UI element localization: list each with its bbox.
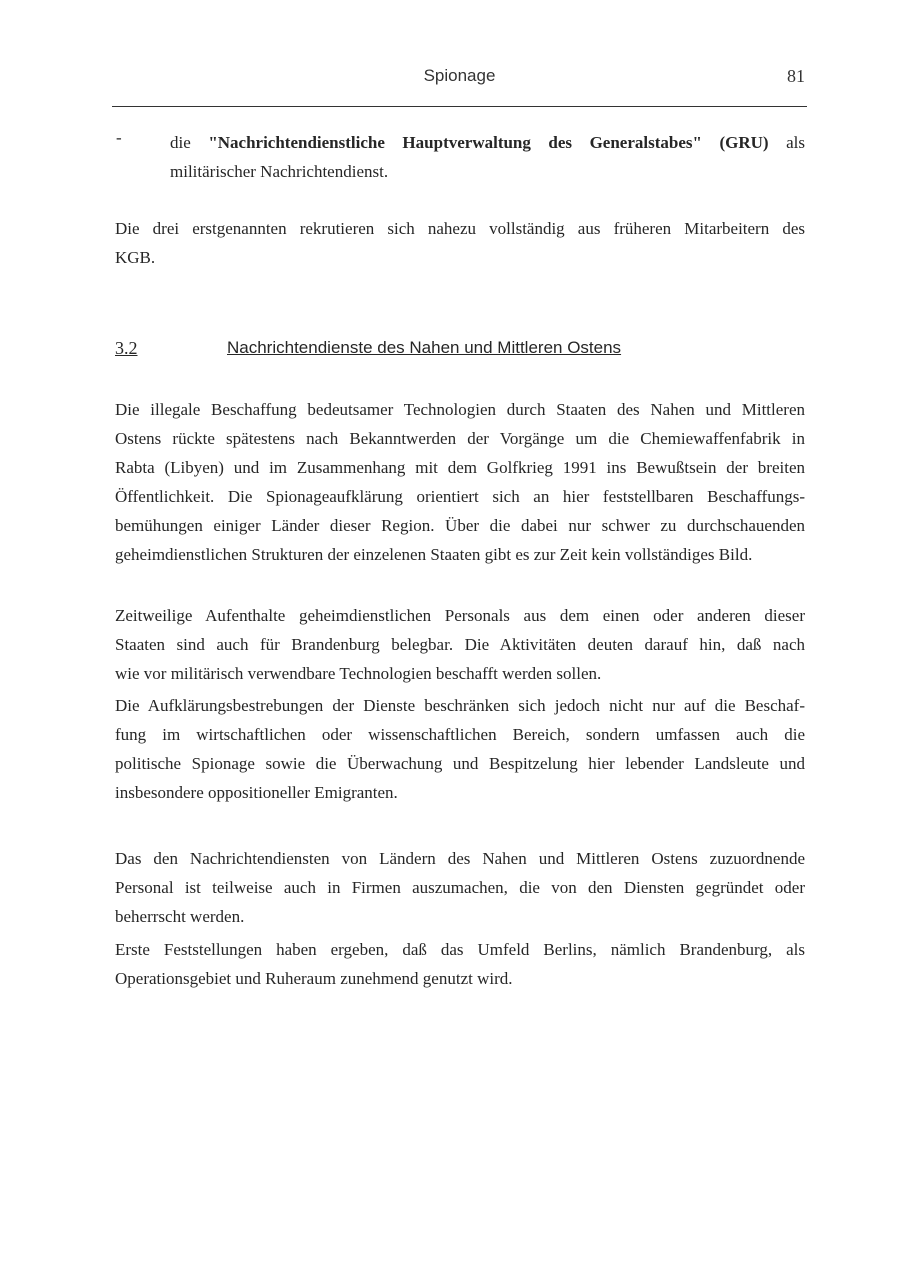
paragraph-line: Personal ist teilweise auch in Firmen auszumachen, die von den Diensten gegründet oder [115, 878, 805, 897]
paragraph-line: Die Aufklärungsbestrebungen der Dienste beschränken sich jedoch nicht nur auf die Beschaf- [115, 696, 805, 715]
gru-name: "Nachrichtendienstliche Hauptverwaltung des Generalstabes" (GRU) [208, 133, 769, 152]
paragraph-1 [115, 214, 805, 272]
paragraph-line: Rabta (Libyen) und im Zusammenhang mit dem Golfkrieg 1991 ins Bewußtsein der breiten [115, 458, 805, 477]
paragraph-line: bemühungen einiger Länder dieser Region. Über die dabei nur schwer zu durchschauenden [115, 516, 805, 535]
paragraph-line: Öffentlichkeit. Die Spionageaufklärung orientiert sich an hier feststellbaren Beschaffungs- [115, 487, 805, 506]
running-title: Spionage [423, 66, 496, 85]
paragraph-line: fung im wirtschaftlichen oder wissenschaftlichen Bereich, sondern umfassen auch die [115, 725, 805, 744]
list-item-suffix: als [768, 133, 805, 152]
paragraph-line: KGB. [115, 248, 156, 267]
paragraph-3 [115, 601, 805, 688]
section-heading: Nachrichtendienste des Nahen und Mittleren Ostens [227, 338, 622, 357]
paragraph-line: insbesondere oppositioneller Emigranten. [115, 783, 398, 802]
paragraph-6 [115, 935, 805, 993]
paragraph-line: Ostens rückte spätestens nach Bekanntwerden der Vorgänge um die Chemiewaffenfabrik in [115, 429, 805, 448]
paragraph-line: Die illegale Beschaffung bedeutsamer Technologien durch Staaten des Nahen und Mittleren [115, 400, 805, 419]
paragraph-line: Erste Feststellungen haben ergeben, daß das Umfeld Berlins, nämlich Brandenburg, als [115, 940, 805, 959]
paragraph-line: Das den Nachrichtendiensten von Ländern des Nahen und Mittleren Ostens zuzuordnende [115, 849, 805, 868]
paragraph-2 [115, 395, 805, 569]
list-item-gru [170, 128, 805, 186]
list-item-line-2: militärischer Nachrichtendienst. [170, 162, 389, 181]
paragraph-line: wie vor militärisch verwendbare Technologien beschafft werden sollen. [115, 664, 602, 683]
paragraph-line: Staaten sind auch für Brandenburg belegbar. Die Aktivitäten deuten darauf hin, daß nach [115, 635, 805, 654]
section-number: 3.2 [115, 338, 138, 358]
paragraph-line: beherrscht werden. [115, 907, 245, 926]
paragraph-line: Operationsgebiet und Ruheraum zunehmend genutzt wird. [115, 969, 513, 988]
paragraph-line: Die drei erstgenannten rekrutieren sich nahezu vollständig aus früheren Mitarbeitern des [115, 219, 805, 238]
paragraph-line: politische Spionage sowie die Überwachung und Bespitzelung hier lebender Landsleute und [115, 754, 805, 773]
paragraph-line: geheimdienstlichen Strukturen der einzelenen Staaten gibt es zur Zeit kein vollständiges Bild. [115, 545, 753, 564]
paragraph-line: Zeitweilige Aufenthalte geheimdienstlichen Personals aus dem einen oder anderen dieser [115, 606, 805, 625]
list-bullet: - [116, 128, 122, 147]
paragraph-4 [115, 691, 805, 807]
list-item-prefix: die [170, 133, 209, 152]
paragraph-5 [115, 844, 805, 931]
page-header [112, 66, 807, 107]
page-number: 81 [787, 66, 805, 86]
